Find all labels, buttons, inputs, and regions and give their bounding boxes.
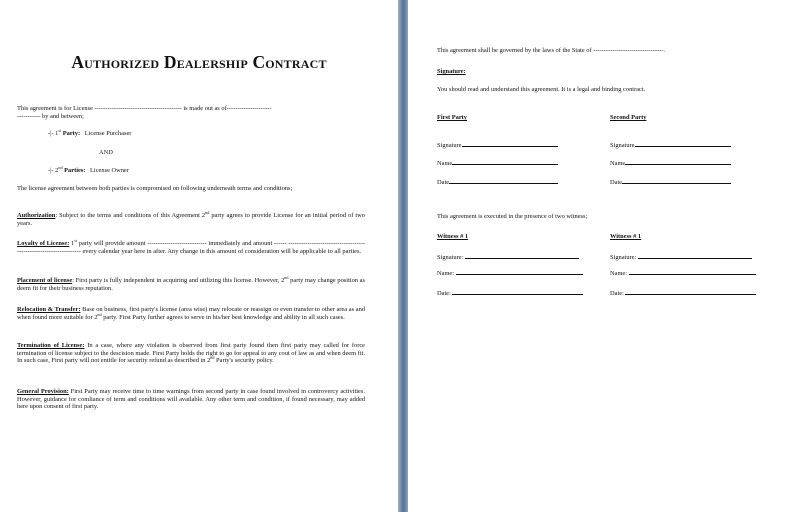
general-provision-heading: General Provision: (17, 388, 69, 395)
relocation-text-b: party. First Party further agrees to serve in his/her best knowledge and ability in all such cases. (101, 313, 345, 321)
termination-text-b: Party's security policy. (214, 357, 274, 365)
witness1-heading: Witness # 1 (437, 233, 469, 240)
witness2-date-row (610, 289, 756, 298)
second-party-signature-row (610, 141, 731, 150)
relocation-heading: Relocation & Transfer: (17, 306, 81, 313)
witness1-date-field[interactable] (452, 289, 583, 295)
party1-label: Party: (61, 130, 81, 137)
authorization-text-b: party agrees to provide License for an initial period of two years. (17, 212, 365, 227)
termination-text-a: In a case, where any violation is observed from first party found then first party may called for force termination of license subject to the descision made. First Party holds the right to go for appeal to any cout of law as and when deem fit. In such case, First party will not entitle for security refund as described in 2 (17, 342, 365, 365)
witness-intro: This agreement is executed in the presence of two witness; (437, 213, 588, 220)
placement-text-a: : First party is fully independent in acquiring and utilizing this license. However, 2 (72, 277, 285, 284)
page-divider (398, 0, 408, 512)
witness2-signature-field[interactable] (638, 253, 752, 259)
witness1-signature-row (437, 253, 579, 262)
signature-note: You should read and understand this agreement. It is a legal and binding contract. (437, 86, 646, 93)
witness1-date-label: Date: (437, 290, 451, 297)
first-signature-field[interactable] (462, 141, 558, 147)
loyalty-text-a: 1 (69, 240, 75, 247)
witness2-signature-label: Signature: (610, 254, 637, 261)
authorization-paragraph (17, 212, 365, 227)
second-party-heading: Second Party (610, 114, 647, 121)
second-signature-label: Signature (610, 142, 635, 149)
second-name-label: Name (610, 160, 626, 167)
witness2-name-row (610, 269, 756, 278)
first-date-label: Date (437, 179, 450, 186)
relocation-text-a: Base on business, first party's license (area wise) may relocate or reassign or even transfer to other area as and when found more suitable for 2 (17, 306, 365, 321)
witness1-date-row (437, 289, 583, 298)
witness1-signature-label: Signature: (437, 254, 464, 261)
termination-paragraph (17, 342, 365, 365)
document-title: Authorized Dealership Contract (71, 52, 327, 72)
first-party-date-row (437, 178, 558, 187)
intro-line-2: ----------- by and between; (17, 113, 84, 120)
authorization-sup: nd (205, 210, 210, 215)
party2-label: Parties: (62, 167, 86, 174)
loyalty-paragraph (17, 240, 365, 255)
placement-sup: nd (284, 275, 289, 280)
first-party-heading: First Party (437, 114, 467, 121)
second-date-field[interactable] (622, 178, 731, 184)
party1-value: License Purchaser (84, 130, 132, 137)
termination-heading: Termination of License: (17, 342, 85, 349)
witness1-signature-field[interactable] (465, 253, 579, 259)
first-signature-label: Signature (437, 142, 462, 149)
loyalty-sup: st (74, 238, 78, 243)
first-name-label: Name (437, 160, 453, 167)
authorization-heading: Authorization (17, 212, 56, 219)
party1-sup: st (58, 128, 62, 133)
witness1-name-label: Name: (437, 270, 455, 277)
first-name-field[interactable] (452, 159, 558, 165)
first-party-name-row (437, 159, 558, 168)
witness1-name-field[interactable] (456, 269, 583, 275)
authorization-text-a: : Subject to the terms and conditions of this Agreement 2 (55, 212, 206, 219)
second-signature-field[interactable] (635, 141, 731, 147)
second-party-line (48, 167, 129, 175)
witness2-date-field[interactable] (625, 289, 756, 295)
party2-bullet: -|- 2 (48, 167, 59, 174)
placement-text-b: party may change position as deem fit for their business reputation. (17, 277, 366, 292)
party1-bullet: -|- 1 (48, 130, 59, 137)
second-party-date-row (610, 178, 731, 187)
witness2-heading: Witness # 1 (610, 233, 642, 240)
contract-page-right (408, 0, 805, 512)
relocation-paragraph (17, 306, 365, 321)
compromise-paragraph: The license agreement between both parties is compromised on following underneath terms and conditions; (17, 185, 293, 192)
second-name-field[interactable] (625, 159, 731, 165)
intro-line-1: This agreement is for License ----------------------------------------- is made out as of--------------------- (17, 105, 272, 112)
placement-heading: Placement of license (17, 277, 73, 284)
first-date-field[interactable] (449, 178, 558, 184)
loyalty-text-b: party will provide amount ---------------------------- immediately and amount ------ ------------------------------------------------------------------ every calendar year here in after. Any change in this amount of consideration will be applicable to all parties. (17, 240, 365, 255)
first-party-line (48, 130, 131, 138)
loyalty-heading: Loyalty of License: (17, 240, 70, 247)
witness2-name-label: Name: (610, 270, 628, 277)
termination-sup: nd (210, 355, 215, 361)
contract-page-left (0, 0, 398, 512)
party2-value: License Owner (90, 167, 129, 174)
second-party-name-row (610, 159, 731, 168)
and-text: AND (99, 149, 113, 156)
general-provision-paragraph (17, 388, 365, 411)
second-date-label: Date (610, 179, 623, 186)
placement-paragraph (17, 277, 365, 292)
relocation-sup: nd (97, 311, 102, 317)
general-provision-text: First Party may receive time to time warnings from second party in case found involved in controvercy activities. However, guidance for comliance of term and conditions will available. Any other term and condition, if found necessary, may added here upon consent of first party. (17, 388, 365, 411)
witness2-name-field[interactable] (629, 269, 756, 275)
governing-law-text: This agreement shall be governed by the laws of the State of ---------------------------------. (437, 47, 665, 54)
witness1-name-row (437, 269, 583, 278)
party2-sup: nd (58, 165, 63, 170)
witness2-signature-row (610, 253, 752, 262)
first-party-signature-row (437, 141, 558, 150)
signature-heading: Signature: (437, 68, 466, 75)
witness2-date-label: Date: (610, 290, 624, 297)
